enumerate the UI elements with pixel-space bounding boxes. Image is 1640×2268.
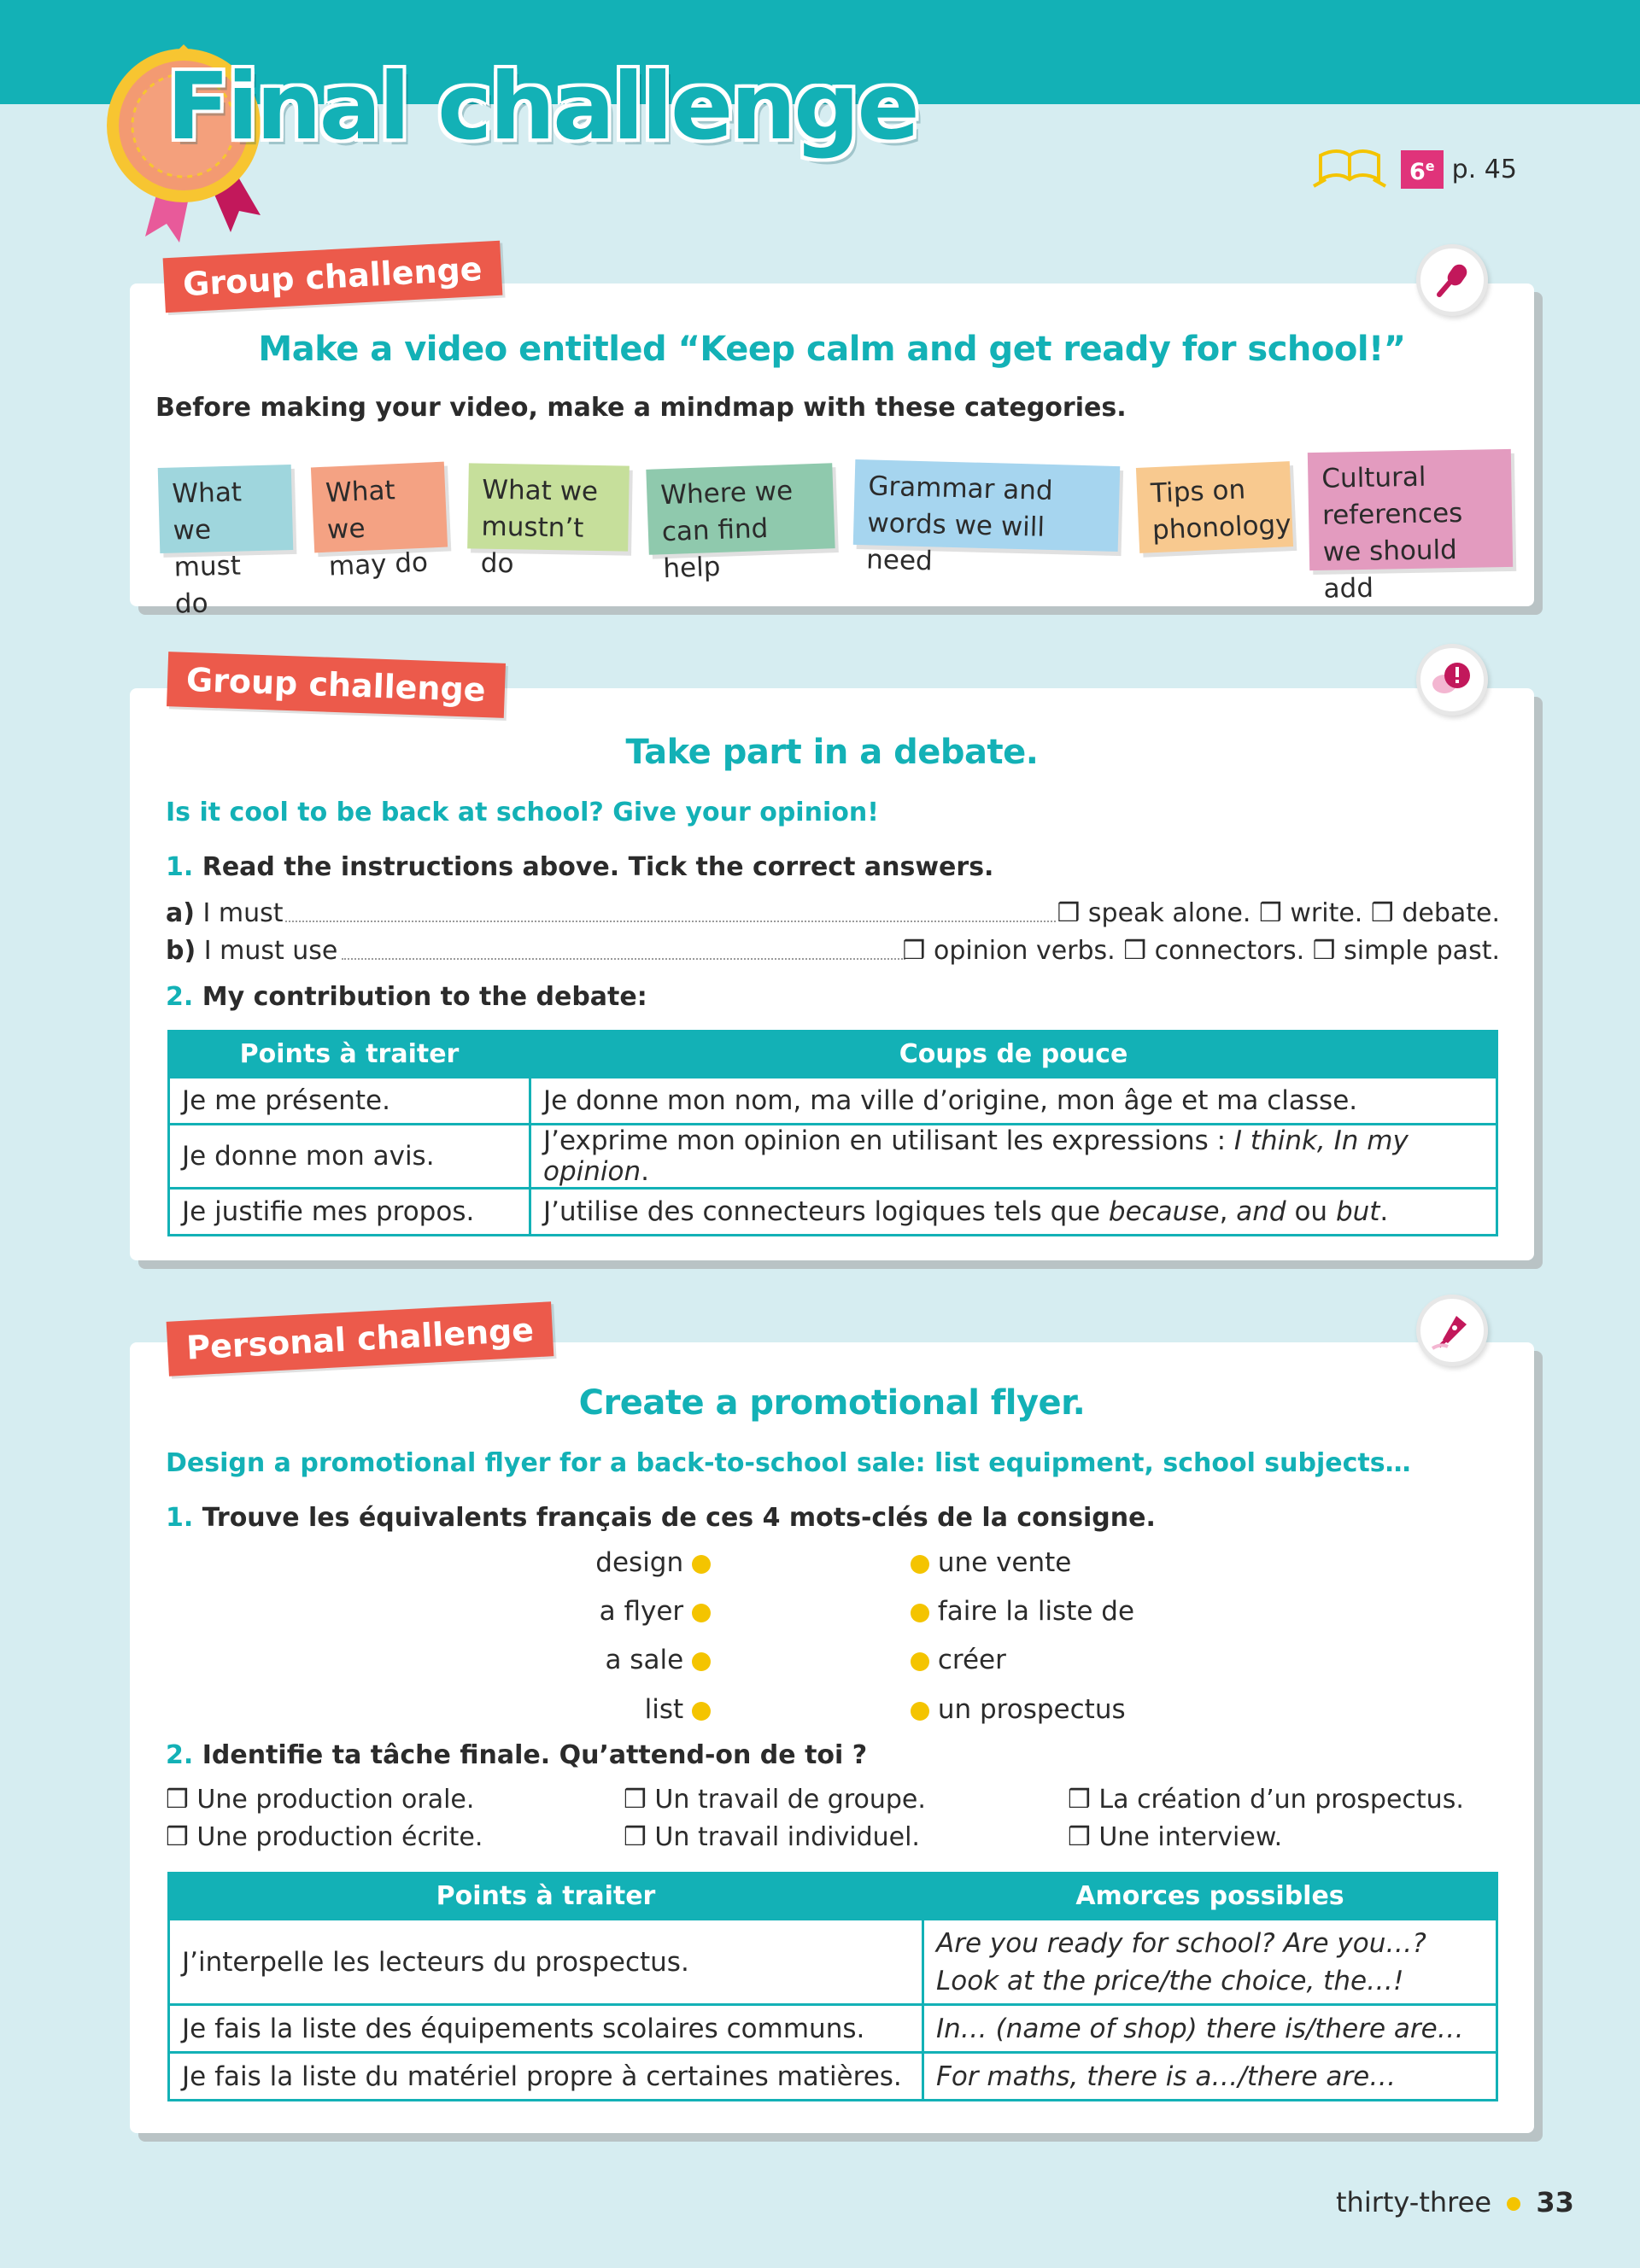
match-word-right: une vente: [911, 1547, 1071, 1578]
task-checkbox[interactable]: ❒ Un travail individuel.: [624, 1822, 920, 1852]
debate-subtitle: Is it cool to be back at school? Give your opinion!: [166, 798, 879, 827]
table-cell: J’exprime mon opinion en utilisant les expressions : I think, In my opinion.: [530, 1125, 1497, 1189]
open-book-icon: [1312, 145, 1387, 193]
category-note-mustnt-do: What we mustn’t do: [467, 463, 630, 551]
table-cell: Je fais la liste du matériel propre à certaines matières.: [169, 2053, 923, 2101]
column-header: Amorces possibles: [923, 1873, 1497, 1920]
task-checkbox[interactable]: ❒ La création d’un prospectus.: [1068, 1785, 1464, 1815]
match-dot[interactable]: [911, 1555, 929, 1574]
category-note-grammar-words: Grammar and words we will need: [853, 459, 1121, 552]
table-row: [169, 1078, 1497, 1125]
fountain-pen-icon: [1416, 1295, 1488, 1366]
category-note-cultural: Cultural references we should add: [1308, 449, 1513, 570]
category-note-find-help: Where we can find help: [646, 463, 835, 555]
flyer-challenge-card: [130, 1311, 1534, 2133]
task-checkbox[interactable]: ❒ Une production écrite.: [166, 1822, 483, 1852]
match-dot[interactable]: [692, 1604, 711, 1622]
category-note-may-do: What we may do: [311, 462, 448, 553]
table-cell: Are you ready for school? Are you…? Look at the price/the choice, the…!: [923, 1920, 1497, 2005]
table-cell: In… (name of shop) there is/there are…: [923, 2005, 1497, 2053]
debate-table: [167, 1030, 1498, 1236]
task-checkbox[interactable]: ❒ Un travail de groupe.: [624, 1785, 926, 1815]
question-1: 1. Trouve les équivalents français de ces 4 mots-clés de la consigne.: [166, 1503, 1156, 1533]
match-word-left: a sale: [369, 1645, 711, 1675]
page-number-word: thirty-three: [1336, 2186, 1491, 2218]
card-title: Make a video entitled “Keep calm and get ready for school!”: [258, 330, 1406, 369]
table-row: [169, 1125, 1497, 1189]
card-title: Create a promotional flyer.: [578, 1383, 1086, 1423]
task-checkbox[interactable]: ❒ Une production orale.: [166, 1785, 475, 1815]
match-word-right: créer: [911, 1645, 1006, 1675]
answer-a-options[interactable]: ❒ speak alone. ❒ write. ❒ debate.: [1057, 898, 1500, 928]
page-footer: [1336, 2186, 1574, 2218]
answer-b-options[interactable]: ❒ opinion verbs. ❒ connectors. ❒ simple past.: [902, 936, 1500, 966]
question-1: 1. Read the instructions above. Tick the correct answers.: [166, 852, 994, 882]
page-reference: [1312, 145, 1517, 193]
table-row: [169, 1920, 1497, 2005]
speech-bubble-alert-icon: [1416, 644, 1488, 716]
table-cell: Je donne mon nom, ma ville d’origine, mon âge et ma classe.: [530, 1078, 1497, 1125]
column-header: Points à traiter: [169, 1873, 923, 1920]
table-cell: J’interpelle les lecteurs du prospectus.: [169, 1920, 923, 2005]
question-2: 2. My contribution to the debate:: [166, 982, 647, 1012]
table-cell: For maths, there is a…/there are…: [923, 2053, 1497, 2101]
match-word-left: design: [369, 1547, 711, 1578]
table-row: [169, 2053, 1497, 2101]
column-header: Coups de pouce: [530, 1032, 1497, 1078]
answer-b-label: b) I must use: [166, 936, 338, 966]
instruction-text: Before making your video, make a mindmap with these categories.: [155, 393, 1127, 423]
table-cell: Je justifie mes propos.: [169, 1189, 530, 1236]
page-ref-text: p. 45: [1451, 154, 1517, 184]
column-header: Points à traiter: [169, 1032, 530, 1078]
table-cell: Je me présente.: [169, 1078, 530, 1125]
video-challenge-card: [130, 249, 1534, 620]
card-title: Take part in a debate.: [625, 733, 1039, 772]
question-2: 2. Identifie ta tâche finale. Qu’attend-on de toi ?: [166, 1740, 868, 1770]
match-dot[interactable]: [911, 1652, 929, 1671]
microphone-icon: [1416, 244, 1488, 316]
table-row: [169, 1189, 1497, 1236]
match-dot[interactable]: [692, 1555, 711, 1574]
category-note-must-do: What we must do: [158, 465, 294, 553]
task-checkbox[interactable]: ❒ Une interview.: [1068, 1822, 1283, 1852]
footer-dot: [1507, 2197, 1520, 2211]
table-row: [169, 2005, 1497, 2053]
match-dot[interactable]: [911, 1604, 929, 1622]
match-word-left: a flyer: [369, 1596, 711, 1627]
page-title: Final challenge: [167, 54, 917, 161]
table-cell: J’utilise des connecteurs logiques tels que because, and ou but.: [530, 1189, 1497, 1236]
answer-a-label: a) I must: [166, 898, 284, 928]
table-cell: Je fais la liste des équipements scolaires communs.: [169, 2005, 923, 2053]
match-word-right: un prospectus: [911, 1694, 1126, 1725]
match-dot[interactable]: [692, 1702, 711, 1721]
category-note-phonology: Tips on phonology: [1136, 461, 1293, 553]
grade-badge: 6e: [1401, 150, 1444, 189]
table-cell: Je donne mon avis.: [169, 1125, 530, 1189]
challenge-tag: Group challenge: [163, 241, 502, 313]
match-dot[interactable]: [692, 1652, 711, 1671]
challenge-tag: Personal challenge: [167, 1301, 554, 1377]
match-word-right: faire la liste de: [911, 1596, 1134, 1627]
answer-a-dotted-line: [285, 921, 1056, 922]
answer-b-dotted-line: [342, 958, 905, 960]
debate-challenge-card: [130, 660, 1534, 1260]
challenge-tag: Group challenge: [167, 652, 506, 718]
flyer-table: [167, 1872, 1498, 2101]
match-word-left: list: [369, 1694, 711, 1725]
page-number: 33: [1536, 2186, 1574, 2218]
match-dot[interactable]: [911, 1702, 929, 1721]
flyer-subtitle: Design a promotional flyer for a back-to-school sale: list equipment, school subjects…: [166, 1448, 1411, 1478]
